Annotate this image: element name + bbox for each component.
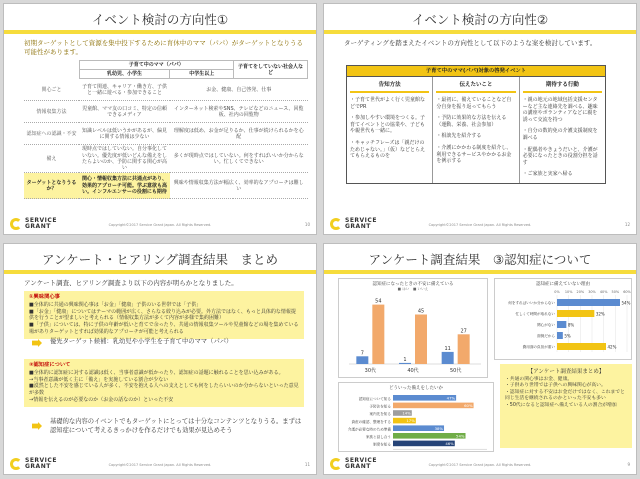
copyright: Copyright©2017 Service Grant Japan. All Rights Reserved. [108,223,212,227]
slide-3 [3,243,317,475]
cell-parent: 児童館、ママ友の口コミ、特定の信頼できるメディア [79,101,170,123]
service-grant-logo: SERVICE GRANT [10,218,57,230]
header-other: 子育てをしていない社会人など [233,61,307,79]
row-label: 備え [24,145,79,173]
category-label: 案内先を知る [369,412,391,417]
bar [372,305,384,364]
content-conclusion: 基礎的な内容のイベントでもターゲットにとっては十分なコンテンツとなりうる。まずは認知症について考えるきっかけを作るだけでも効果が見込めそう [50,418,302,434]
category-label: 費用面の負担が重い [522,345,555,349]
slide-2 [323,3,637,235]
slide-intro: 初期ターゲットとして資源を集中投下するために育休中のママ（パパ）がターゲットとなりうる可能性があります。 [24,39,303,56]
page-number: 9 [627,462,630,467]
data-label: 7 [360,350,364,357]
title-rule [4,270,316,274]
tick-label: 20% [576,290,585,294]
footer [330,210,630,230]
comparison-table [24,60,308,199]
category-label: 面倒だから [537,334,555,338]
chart-preparations-svg [339,391,493,453]
category-label: 認知症について知る [358,397,391,401]
bar [557,343,606,350]
bar [442,352,454,364]
cell-other: インターネット検索やSNS、テレビなどのニュース、回覧板、社内の回覧物 [170,101,308,123]
slide-1 [3,3,317,235]
cell-other: 多くが現時点ではしていない。何をすればいいか分からない。忙しくてできない [170,145,308,173]
chart-prepared: 認知症になったときの不安に備えている ■ はい ■ いいえ 7 54 30代 1 45 40代 11 27 50代 [338,278,488,378]
chart-prepared-svg [339,292,487,376]
page-number: 11 [304,462,310,467]
dementia-box: ②認知症について ■全体的に認知症に対する認識は低く、当事者意識が低かったり、認知症の話題に触れることを思い込みがある。 →当事者意識が低く主に「備え」を実施している割合が少ない ■漠然とした不安を感じている人が多く、不安を抱える人への支えとしても何をしたらいいのか分からないといった意見が多数 →情報を伝えるのが必要なのか（お金の話なのか）といった不安 [24,359,304,407]
tick-label: 10% [564,290,573,294]
slide-title: アンケート調査結果 ③認知症について [368,252,592,267]
footer [330,450,630,470]
bar [356,356,368,364]
category-label: 介護が必要な時のため準備 [347,427,391,432]
row-label: ターゲットとなりうるか？ [24,173,79,199]
data-label: 54% [456,433,465,439]
cell-other: お金、健康、自己啓発、仕事 [170,79,308,101]
category-label: 資産の確認、整理をする [351,419,391,424]
cell-parent: 知識レベルは低いうかがあるが、偏見に関する情報は少ない [79,123,170,145]
bar [458,334,470,364]
row-label: 情報収集方法 [24,101,79,123]
bar [557,310,594,317]
data-label: 60% [464,403,473,408]
data-label: 5% [564,333,571,339]
copyright: Copyright©2017 Service Grant Japan. All Rights Reserved. [428,223,532,227]
title-rule [324,30,636,34]
data-label: 17% [406,418,415,424]
box-title: 子育て中のママ(パパ)対象の啓発イベント [347,66,605,77]
data-label: 27 [460,328,467,335]
data-label: 14% [402,410,411,416]
footer [10,450,310,470]
tick-label: 50代 [449,368,462,374]
column-expected-action: 期待する行動 ・親の地元の地域包括支援センターなど主な連絡先を調べる、趣味の講座やボランティアなどに親を誘って交流を持つ ・自分の数的免の介護支援制度を調べる ・配偶者やきょうだいと、介護が必要になったときの役割分担を話す ・ご家族と実家へ帰る [520,77,605,183]
page-number: 10 [304,222,310,227]
row-label: 認知症への認識・不安 [24,123,79,145]
bar [393,403,474,409]
cell-parent: 子育て関連、キャリア・働き方、子供と一緒に遊べる・参加できること [79,79,170,101]
cell-other: 興味や情報収集方法が幅広く、効率的なアプローチは難しい [170,173,308,199]
page-number: 12 [624,222,630,227]
tick-label: 0% [554,290,560,294]
header-main: 子育て中のママ（パパ） [79,61,233,70]
copyright: Copyright©2017 Service Grant Japan. All Rights Reserved. [108,463,212,467]
slide-intro: アンケート調査、ヒアリング調査より以下の内容が明らかとなりました。 [24,279,238,287]
copyright: Copyright©2017 Service Grant Japan. All Rights Reserved. [428,463,532,467]
data-label: 8% [567,322,575,328]
column-announce: 告知方法 ・子育て世代がよく行く児童館などでPR ・参加しやすい環境をつくる。子育てイベントとの協業や、子どもや親世代も一緒に。 ・キャッチフレーズは「親だけのためじゃない。」（仮）などとらえてもらえるものを [347,77,433,183]
category-label: 予防法を知る [369,404,391,409]
row-label: 関心ごと [24,79,79,101]
bar [393,433,466,439]
footer [10,210,310,230]
cell-other: 理解度は低め、お金が足りるか、仕事が続けられるかを心配 [170,123,308,145]
target-conclusion: 優先ターゲット候補：乳幼児や小学生を子育て中のママ（パパ） [50,338,233,345]
data-label: 1 [403,356,407,363]
bar [557,299,620,306]
title-rule [4,30,316,34]
service-grant-logo: SERVICE GRANT [330,458,377,470]
data-label: 54 [375,298,382,305]
tick-label: 30代 [364,368,377,374]
data-label: 42% [607,344,617,350]
cell-parent: 関心・情報収集方法に共通点があり、効果的アプローチ可能。学ぶ意欲も高い。インフルエンサーの役割にも期待 [79,173,170,199]
data-label: 38% [434,425,444,431]
slide-title: イベント検討の方向性① [91,12,229,27]
data-label: 54% [621,300,631,306]
tick-label: 40代 [407,368,419,374]
tick-label: 40% [599,290,608,294]
slide-title: アンケート・ヒアリング調査結果 まとめ [41,252,278,267]
header-sub2: 中学生以上 [170,70,233,79]
category-label: 関心がない [537,323,555,327]
slide-4 [323,243,637,475]
chart-reasons-svg [495,287,631,359]
cell-parent: 現時点ではしていない。自分事化していない。優先度が低いどんな備えをしたらよいのか、予防に関する関心が高い [79,145,170,173]
category-label: 忙しくて時間が取れない [515,312,555,316]
category-label: 制度を知る [373,442,391,447]
summary-box: 【アンケート調査結果まとめ】 ・共通の関心事はお金、健康。 ・子供あり世帯では子供への興味関心が高い。 ・認知症に対する不安はお金だけではなく、これまでと同じ生活を継続されるのかといった不安も多い ・50代になると認知症へ備えている人の割合が増加 [500,364,632,448]
data-label: 46% [445,441,454,446]
data-label: 11 [444,345,451,352]
interest-box: ①興味関心事 ■全体的に共通の興味関心事は「お金」「健康」子供のいる世帯では「子供」 ■「お金」「健康」についてはテーマの範囲が広く、さらなる絞り込みが必要。外方法ではなく、もっと具体的な情報提供を行うことが望ましいと考えられる（情報収集方法が多くて内容が多様で集約困難） ■「子供」については、特に子供の年齢が低いと育てで余ったり、共通の情報収集ツールや児童館などの場を集めている場がありターゲットとすれば効果的なアプローチが可能と考えられる [24,291,304,339]
data-label: 45 [417,308,425,315]
category-label: 家族と話し合う [365,435,391,439]
arrow-right-icon [32,422,42,430]
service-grant-logo: SERVICE GRANT [330,218,377,230]
data-label: 47% [446,395,456,401]
slide-title: イベント検討の方向性② [411,12,549,27]
title-rule [324,270,636,274]
arrow-right-icon [32,339,42,347]
bar [399,363,411,364]
chart-reasons: 認知症に備えていない理由 0% 10% 20% 30% 40% 50% 60% 何をすればいいか分からない 54% 忙しくて時間が取れない 32% 関心がない 8% 面倒だから 5% 費用面の負担が重い 42% [494,278,632,360]
tick-label: 50% [611,290,620,294]
bar [557,332,563,339]
service-grant-logo: SERVICE GRANT [10,458,57,470]
data-label: 32% [595,311,605,317]
category-label: 何をすればいいか分からない [508,301,555,305]
header-sub1: 乳幼児、小学生 [79,70,170,79]
slide-intro: ターゲティングを踏まえたイベントの方向性として以下のような案を検討しています。 [344,39,597,47]
bar [557,321,566,328]
tick-label: 30% [588,290,596,294]
bar [415,315,427,365]
column-message: 伝えたいこと ・最初に、備えていることなど自分自身を振り返ってもらう ・予防に効果的な方法を伝える（運動、栄養、社会参加） ・相談先を紹介する ・介護にかかわる制度を紹介し、利用できるサービスやかかるお金を例示する [433,77,519,183]
chart-preparations: どういった備えをしたいか 認知症について知る 47% 予防法を知る 60% 案内先を知る 14% 資産の確認、整理をする 17% 介護が必要な時のため準備 38% 家族と話し合う 54% 制度を知る 46% [338,382,494,452]
tick-label: 60% [623,290,631,294]
event-plan-box [346,65,606,184]
